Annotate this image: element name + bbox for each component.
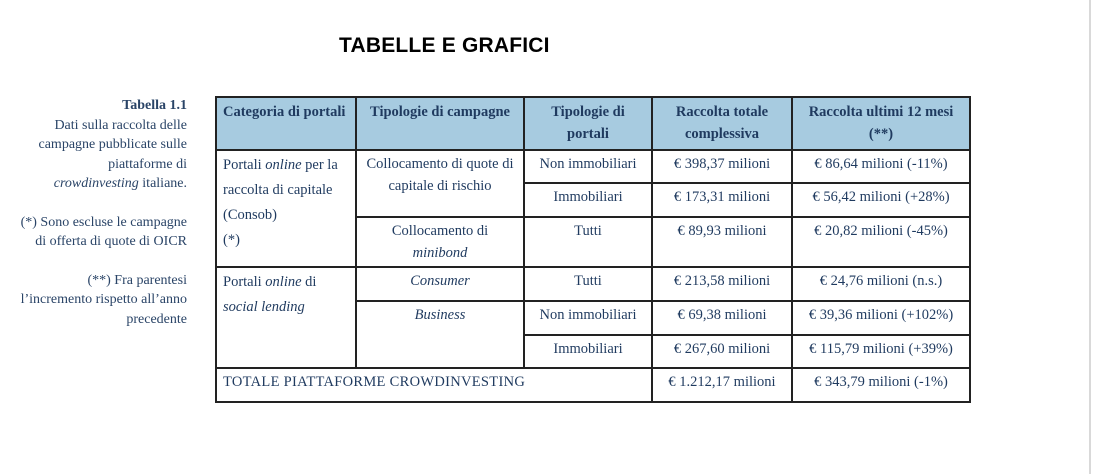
campaign-quote-capitale: Collocamento di quote di capitale di rischio [356,150,524,217]
cat1-c: per la raccolta di capitale (Consob) [223,157,338,223]
total-value: € 213,58 milioni [652,267,792,301]
caption-italic: crowdinvesting [53,176,139,191]
page-edge-rule [1089,0,1091,474]
last12-value: € 56,42 milioni (+28%) [792,183,970,217]
caption-text: Dati sulla raccolta delle campagne pubblicate sulle piattaforme di [38,117,187,172]
total-value: € 69,38 milioni [652,301,792,335]
page-title: TABELLE E GRAFICI [339,34,550,57]
last12-value: € 24,76 milioni (n.s.) [792,267,970,301]
campaign-minibond [356,217,524,267]
campaign-business: Business [356,301,524,368]
caption-title: Tabella 1.1 [122,98,187,113]
header-raccolta-12-mesi-note: (**) [868,126,894,142]
header-raccolta-12-mesi-label: Raccolta ultimi 12 mesi [808,104,954,120]
header-categoria: Categoria di portali [216,97,356,150]
cat1-b: online [265,157,302,173]
portal-type: Non immobiliari [524,150,652,183]
cat1-note: (*) [223,232,240,248]
portal-type: Non immobiliari [524,301,652,335]
last12-value: € 115,79 milioni (+39%) [792,335,970,368]
crowdinvesting-table [215,96,971,403]
cat2-a: Portali [223,274,262,290]
last12-value: € 86,64 milioni (-11%) [792,150,970,183]
cat2-c: di [305,274,317,290]
total-value: € 89,93 milioni [652,217,792,267]
cat2-b: online [265,274,302,290]
note-oicr: (*) Sono escluse le campagne di offerta di quote di OICR [20,214,187,249]
campaign-minibond-label: Collocamento di [391,223,489,239]
table-row [216,150,970,183]
portal-type: Immobiliari [524,335,652,368]
portal-type: Tutti [524,217,652,267]
category-social-lending [216,267,356,368]
cat2-d: social lending [223,299,305,315]
portal-type: Immobiliari [524,183,652,217]
totals-total: € 1.212,17 milioni [652,368,792,402]
header-tipologie-campagne: Tipologie di campagne [356,97,524,150]
caption-description [20,116,187,194]
campaign-consumer: Consumer [356,267,524,301]
cat1-a: Portali [223,157,262,173]
totals-label: TOTALE PIATTAFORME CROWDINVESTING [216,368,652,402]
total-value: € 173,31 milioni [652,183,792,217]
total-value: € 267,60 milioni [652,335,792,368]
note-parentheses: (**) Fra parentesi l’incremento rispetto all’anno precedente [20,272,187,327]
header-raccolta-12-mesi [792,97,970,150]
last12-value: € 39,36 milioni (+102%) [792,301,970,335]
caption-end: italiane. [142,176,187,191]
campaign-minibond-italic: minibond [412,245,468,261]
header-tipologie-portali: Tipologie di portali [524,97,652,150]
totals-last12: € 343,79 milioni (-1%) [792,368,970,402]
table-caption [20,96,187,329]
last12-value: € 20,82 milioni (-45%) [792,217,970,267]
category-consob [216,150,356,267]
table-row [216,267,970,301]
total-value: € 398,37 milioni [652,150,792,183]
totals-row [216,368,970,402]
portal-type: Tutti [524,267,652,301]
header-row [216,97,970,150]
header-raccolta-totale: Raccolta totale complessiva [652,97,792,150]
